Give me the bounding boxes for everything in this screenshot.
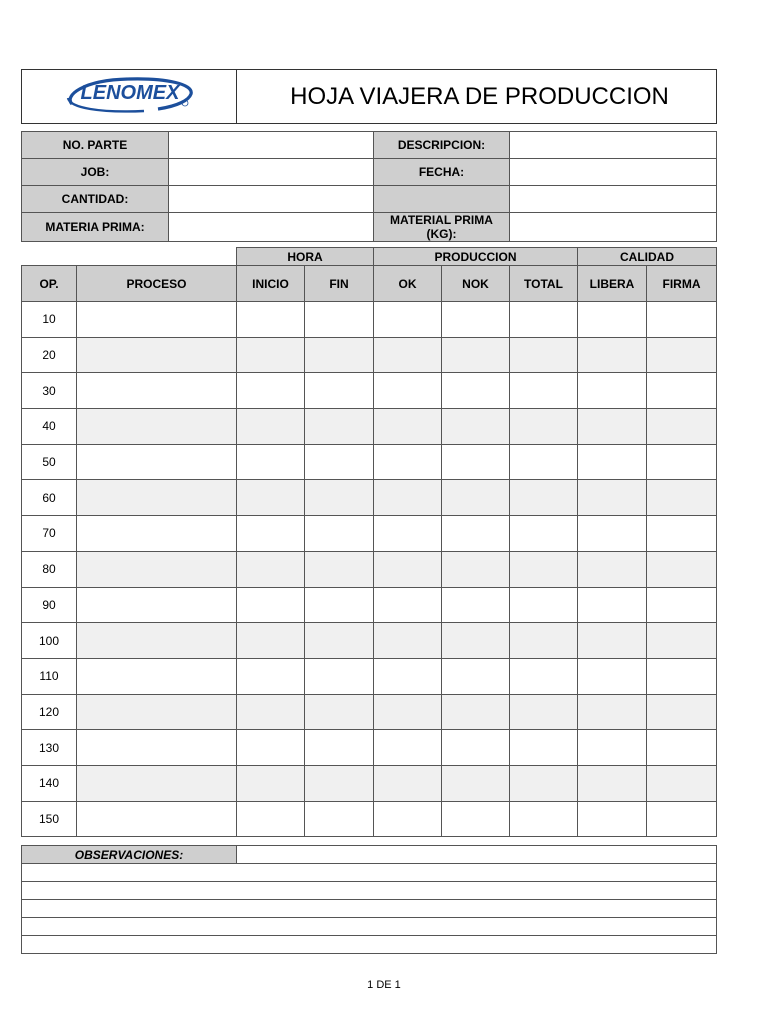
- descripcion-field[interactable]: [510, 132, 717, 159]
- col-proceso: PROCESO: [77, 266, 237, 302]
- fin-cell[interactable]: [305, 765, 374, 801]
- op-number: 70: [22, 516, 77, 552]
- firma-cell[interactable]: [647, 373, 717, 409]
- proceso-cell[interactable]: [77, 302, 237, 338]
- nok-cell[interactable]: [442, 337, 510, 373]
- proceso-cell[interactable]: [77, 373, 237, 409]
- fin-cell[interactable]: [305, 694, 374, 730]
- nok-cell[interactable]: [442, 801, 510, 837]
- job-label: JOB:: [22, 159, 169, 186]
- fin-cell[interactable]: [305, 373, 374, 409]
- observaciones-line[interactable]: [22, 936, 717, 954]
- proceso-cell[interactable]: [77, 587, 237, 623]
- ok-cell[interactable]: [374, 623, 442, 659]
- col-op: OP.: [22, 266, 77, 302]
- no-parte-field[interactable]: [169, 132, 374, 159]
- cantidad-label: CANTIDAD:: [22, 186, 169, 213]
- table-row: [22, 516, 717, 552]
- table-row: [22, 587, 717, 623]
- libera-cell[interactable]: [578, 694, 647, 730]
- nok-cell[interactable]: [442, 730, 510, 766]
- fin-cell[interactable]: [305, 480, 374, 516]
- ok-cell[interactable]: [374, 302, 442, 338]
- nok-cell[interactable]: [442, 373, 510, 409]
- proceso-cell[interactable]: [77, 801, 237, 837]
- op-number: 140: [22, 765, 77, 801]
- proceso-cell[interactable]: [77, 694, 237, 730]
- libera-cell[interactable]: [578, 551, 647, 587]
- table-row: [22, 444, 717, 480]
- observaciones-line[interactable]: [22, 918, 717, 936]
- total-cell[interactable]: [510, 765, 578, 801]
- col-libera: LIBERA: [578, 266, 647, 302]
- col-total: TOTAL: [510, 266, 578, 302]
- fin-cell[interactable]: [305, 444, 374, 480]
- nok-cell[interactable]: [442, 587, 510, 623]
- total-cell[interactable]: [510, 658, 578, 694]
- inicio-cell[interactable]: [237, 587, 305, 623]
- total-cell[interactable]: [510, 730, 578, 766]
- observaciones-line[interactable]: [22, 864, 717, 882]
- proceso-cell[interactable]: [77, 765, 237, 801]
- inicio-cell[interactable]: [237, 551, 305, 587]
- firma-cell[interactable]: [647, 765, 717, 801]
- table-row: [22, 730, 717, 766]
- firma-cell[interactable]: [647, 302, 717, 338]
- table-row: [22, 409, 717, 445]
- libera-cell[interactable]: [578, 658, 647, 694]
- op-number: 30: [22, 373, 77, 409]
- job-field[interactable]: [169, 159, 374, 186]
- col-nok: NOK: [442, 266, 510, 302]
- total-cell[interactable]: [510, 516, 578, 552]
- col-inicio: INICIO: [237, 266, 305, 302]
- inicio-cell[interactable]: [237, 444, 305, 480]
- material-prima-kg-field[interactable]: [510, 213, 717, 242]
- libera-cell[interactable]: [578, 516, 647, 552]
- firma-cell[interactable]: [647, 444, 717, 480]
- inicio-cell[interactable]: [237, 337, 305, 373]
- total-cell[interactable]: [510, 551, 578, 587]
- ok-cell[interactable]: [374, 765, 442, 801]
- op-number: 150: [22, 801, 77, 837]
- inicio-cell[interactable]: [237, 302, 305, 338]
- libera-cell[interactable]: [578, 302, 647, 338]
- fin-cell[interactable]: [305, 551, 374, 587]
- libera-cell[interactable]: [578, 373, 647, 409]
- libera-cell[interactable]: [578, 623, 647, 659]
- inicio-cell[interactable]: [237, 623, 305, 659]
- total-cell[interactable]: [510, 337, 578, 373]
- info-table: [21, 131, 717, 242]
- col-firma: FIRMA: [647, 266, 717, 302]
- col-fin: FIN: [305, 266, 374, 302]
- total-cell[interactable]: [510, 694, 578, 730]
- ok-cell[interactable]: [374, 730, 442, 766]
- nok-cell[interactable]: [442, 480, 510, 516]
- libera-cell[interactable]: [578, 765, 647, 801]
- nok-cell[interactable]: [442, 765, 510, 801]
- proceso-cell[interactable]: [77, 337, 237, 373]
- libera-cell[interactable]: [578, 409, 647, 445]
- material-prima-kg-label: MATERIAL PRIMA (KG):: [374, 213, 510, 242]
- firma-cell[interactable]: [647, 658, 717, 694]
- firma-cell[interactable]: [647, 730, 717, 766]
- inicio-cell[interactable]: [237, 516, 305, 552]
- ok-cell[interactable]: [374, 444, 442, 480]
- inicio-cell[interactable]: [237, 801, 305, 837]
- nok-cell[interactable]: [442, 302, 510, 338]
- logo-cell: [22, 70, 237, 124]
- fin-cell[interactable]: [305, 302, 374, 338]
- nok-cell[interactable]: [442, 409, 510, 445]
- ok-cell[interactable]: [374, 409, 442, 445]
- total-cell[interactable]: [510, 444, 578, 480]
- observaciones-line[interactable]: [22, 882, 717, 900]
- total-cell[interactable]: [510, 623, 578, 659]
- fin-cell[interactable]: [305, 337, 374, 373]
- inicio-cell[interactable]: [237, 694, 305, 730]
- ok-cell[interactable]: [374, 516, 442, 552]
- inicio-cell[interactable]: [237, 373, 305, 409]
- nok-cell[interactable]: [442, 516, 510, 552]
- libera-cell[interactable]: [578, 480, 647, 516]
- firma-cell[interactable]: [647, 409, 717, 445]
- fin-cell[interactable]: [305, 623, 374, 659]
- firma-cell[interactable]: [647, 801, 717, 837]
- nok-cell[interactable]: [442, 444, 510, 480]
- observaciones-line[interactable]: [22, 900, 717, 918]
- ok-cell[interactable]: [374, 480, 442, 516]
- total-cell[interactable]: [510, 801, 578, 837]
- op-number: 120: [22, 694, 77, 730]
- firma-cell[interactable]: [647, 587, 717, 623]
- total-cell[interactable]: [510, 480, 578, 516]
- group-calidad: CALIDAD: [578, 248, 717, 266]
- group-spacer: [22, 248, 237, 266]
- inicio-cell[interactable]: [237, 765, 305, 801]
- libera-cell[interactable]: [578, 587, 647, 623]
- firma-cell[interactable]: [647, 623, 717, 659]
- op-number: 90: [22, 587, 77, 623]
- op-number: 50: [22, 444, 77, 480]
- proceso-cell[interactable]: [77, 730, 237, 766]
- fin-cell[interactable]: [305, 801, 374, 837]
- table-row: [22, 765, 717, 801]
- observaciones-line[interactable]: [237, 846, 717, 864]
- observaciones-label: OBSERVACIONES:: [22, 846, 237, 864]
- col-ok: OK: [374, 266, 442, 302]
- nok-cell[interactable]: [442, 551, 510, 587]
- table-row: [22, 337, 717, 373]
- inicio-cell[interactable]: [237, 730, 305, 766]
- op-number: 130: [22, 730, 77, 766]
- table-row: [22, 551, 717, 587]
- firma-cell[interactable]: [647, 516, 717, 552]
- op-number: 100: [22, 623, 77, 659]
- fin-cell[interactable]: [305, 516, 374, 552]
- libera-cell[interactable]: [578, 801, 647, 837]
- libera-cell[interactable]: [578, 444, 647, 480]
- header-box: [21, 69, 717, 124]
- fin-cell[interactable]: [305, 587, 374, 623]
- proceso-cell[interactable]: [77, 516, 237, 552]
- table-row: [22, 373, 717, 409]
- lenomex-logo: [54, 70, 204, 118]
- materia-prima-label: MATERIA PRIMA:: [22, 213, 169, 242]
- total-cell[interactable]: [510, 302, 578, 338]
- ok-cell[interactable]: [374, 587, 442, 623]
- op-number: 40: [22, 409, 77, 445]
- materia-prima-field[interactable]: [169, 213, 374, 242]
- op-number: 60: [22, 480, 77, 516]
- nok-cell[interactable]: [442, 658, 510, 694]
- table-row: [22, 480, 717, 516]
- inicio-cell[interactable]: [237, 409, 305, 445]
- ok-cell[interactable]: [374, 801, 442, 837]
- total-cell[interactable]: [510, 587, 578, 623]
- proceso-cell[interactable]: [77, 444, 237, 480]
- table-row: [22, 623, 717, 659]
- total-cell[interactable]: [510, 409, 578, 445]
- firma-cell[interactable]: [647, 480, 717, 516]
- op-number: 80: [22, 551, 77, 587]
- ok-cell[interactable]: [374, 658, 442, 694]
- table-row: [22, 694, 717, 730]
- firma-cell[interactable]: [647, 551, 717, 587]
- fecha-label: FECHA:: [374, 159, 510, 186]
- proceso-cell[interactable]: [77, 623, 237, 659]
- fin-cell[interactable]: [305, 409, 374, 445]
- table-row: [22, 302, 717, 338]
- firma-cell[interactable]: [647, 694, 717, 730]
- total-cell[interactable]: [510, 373, 578, 409]
- table-row: [22, 801, 717, 837]
- process-rows: [22, 302, 717, 837]
- ok-cell[interactable]: [374, 551, 442, 587]
- op-number: 10: [22, 302, 77, 338]
- ok-cell[interactable]: [374, 694, 442, 730]
- descripcion-label: DESCRIPCION:: [374, 132, 510, 159]
- ok-cell[interactable]: [374, 373, 442, 409]
- libera-cell[interactable]: [578, 730, 647, 766]
- page-number: 1 DE 1: [367, 979, 401, 991]
- op-number: 110: [22, 658, 77, 694]
- proceso-cell[interactable]: [77, 480, 237, 516]
- fecha-field[interactable]: [510, 159, 717, 186]
- ok-cell[interactable]: [374, 337, 442, 373]
- nok-cell[interactable]: [442, 694, 510, 730]
- inicio-cell[interactable]: [237, 658, 305, 694]
- observaciones-table: [21, 845, 717, 954]
- fin-cell[interactable]: [305, 658, 374, 694]
- group-hora: HORA: [237, 248, 374, 266]
- process-table: [21, 247, 717, 837]
- fin-cell[interactable]: [305, 730, 374, 766]
- op-number: 20: [22, 337, 77, 373]
- proceso-cell[interactable]: [77, 658, 237, 694]
- libera-cell[interactable]: [578, 337, 647, 373]
- proceso-cell[interactable]: [77, 551, 237, 587]
- logo-text: LENOMEX: [80, 82, 180, 104]
- cantidad-field[interactable]: [169, 186, 374, 213]
- table-row: [22, 658, 717, 694]
- nok-cell[interactable]: [442, 623, 510, 659]
- empty-field[interactable]: [510, 186, 717, 213]
- no-parte-label: NO. PARTE: [22, 132, 169, 159]
- page-title: HOJA VIAJERA DE PRODUCCION: [237, 70, 717, 124]
- proceso-cell[interactable]: [77, 409, 237, 445]
- group-produccion: PRODUCCION: [374, 248, 578, 266]
- firma-cell[interactable]: [647, 337, 717, 373]
- inicio-cell[interactable]: [237, 480, 305, 516]
- empty-label: [374, 186, 510, 213]
